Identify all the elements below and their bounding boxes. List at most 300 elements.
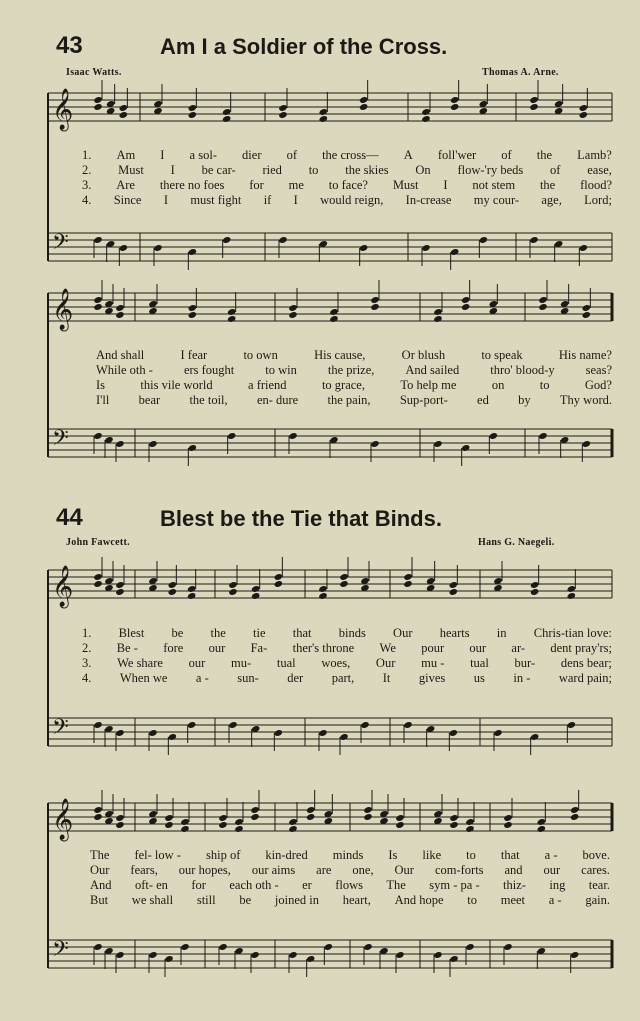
- lyric-word: flow-'ry beds: [457, 163, 524, 177]
- lyric-word: a -: [195, 671, 209, 685]
- note-head: [119, 104, 128, 112]
- note-head: [567, 721, 576, 729]
- note-head: [489, 432, 498, 440]
- lyric-word: And sailed: [405, 363, 460, 377]
- note-head: [529, 236, 538, 244]
- treble-clef: 𝄞: [52, 89, 74, 130]
- lyric-word: ship of: [205, 848, 241, 862]
- note-head: [449, 588, 458, 596]
- note-head: [168, 588, 177, 596]
- note-head: [250, 813, 259, 821]
- lyric-word: are: [316, 863, 332, 877]
- note-head: [222, 115, 231, 123]
- lyric-word: While oth -: [96, 363, 153, 377]
- note-head: [529, 103, 538, 111]
- lyric-word: tual: [276, 656, 296, 670]
- lyric-word: my cour-: [473, 193, 520, 207]
- bass-clef: 𝄢: [52, 715, 69, 745]
- note-head: [363, 943, 372, 951]
- note-head: [164, 955, 173, 963]
- note-head: [570, 813, 579, 821]
- note-head: [187, 585, 196, 593]
- note-head: [115, 821, 124, 829]
- note-head: [503, 814, 512, 822]
- lyric-word: A: [403, 148, 413, 162]
- lyric-word: Since: [113, 193, 142, 207]
- lyric-word: mu -: [421, 656, 445, 670]
- lyric-word: if: [263, 193, 272, 207]
- note-head: [153, 244, 162, 252]
- note-head: [188, 311, 197, 319]
- note-head: [363, 806, 372, 814]
- note-head: [274, 580, 283, 588]
- lyric-word: 1.: [82, 148, 92, 162]
- note-head: [180, 943, 189, 951]
- note-head: [188, 248, 197, 256]
- note-head: [93, 721, 102, 729]
- note-head: [306, 955, 315, 963]
- lyric-word: tual: [470, 656, 489, 670]
- lyric-word: com-forts: [434, 863, 484, 877]
- lyric-word: Thy word.: [559, 393, 612, 407]
- lyric-word: ward pain;: [558, 671, 612, 685]
- lyric-word: to speak: [481, 348, 523, 362]
- lyric-word: one,: [352, 863, 374, 877]
- note-head: [403, 580, 412, 588]
- lyric-line: [82, 148, 612, 163]
- note-head: [359, 244, 368, 252]
- lyric-word: Lord;: [584, 193, 612, 207]
- bass-clef: 𝄢: [52, 937, 69, 967]
- lyric-word: flood?: [580, 178, 612, 192]
- note-head: [93, 303, 102, 311]
- lyric-word: our: [208, 641, 226, 655]
- lyric-word: We share: [117, 656, 163, 670]
- lyric-line: [96, 393, 612, 408]
- note-head: [115, 814, 124, 822]
- note-head: [93, 103, 102, 111]
- lyric-word: bear: [138, 393, 161, 407]
- hymn-number: 44: [56, 504, 83, 531]
- note-head: [465, 818, 474, 826]
- lyric-word: sun-: [237, 671, 259, 685]
- lyric-word: Our: [393, 626, 413, 640]
- lyric-word: bove.: [582, 848, 610, 862]
- note-head: [187, 721, 196, 729]
- lyric-word: ried: [262, 163, 282, 177]
- lyric-word: to: [539, 378, 550, 392]
- lyric-word: ing: [549, 878, 566, 892]
- note-head: [93, 296, 102, 304]
- lyric-word: our aims: [251, 863, 296, 877]
- treble-clef: 𝄞: [52, 799, 74, 840]
- lyric-word: fears,: [130, 863, 158, 877]
- note-head: [168, 581, 177, 589]
- note-head: [180, 825, 189, 833]
- lyrics-block: [82, 148, 612, 208]
- lyric-word: age,: [541, 193, 562, 207]
- lyric-word: Blest: [118, 626, 145, 640]
- lyric-word: part,: [331, 671, 355, 685]
- note-head: [493, 729, 502, 737]
- lyric-word: the: [210, 626, 226, 640]
- note-head: [567, 585, 576, 593]
- note-head: [450, 248, 459, 256]
- note-head: [93, 813, 102, 821]
- lyric-word: 4.: [82, 193, 92, 207]
- note-head: [288, 311, 297, 319]
- note-head: [450, 103, 459, 111]
- note-head: [115, 729, 124, 737]
- lyric-word: Must: [392, 178, 419, 192]
- lyric-word: Our: [90, 863, 110, 877]
- note-head: [579, 111, 588, 119]
- hymn-title: Blest be the Tie that Binds.: [160, 506, 442, 531]
- note-head: [421, 244, 430, 252]
- lyric-word: The: [386, 878, 406, 892]
- lyric-word: Is: [388, 848, 398, 862]
- lyric-word: dens bear;: [560, 656, 612, 670]
- lyric-word: bur-: [514, 656, 536, 670]
- note-head: [421, 115, 430, 123]
- lyric-word: to own: [243, 348, 278, 362]
- lyric-word: In-crease: [405, 193, 452, 207]
- lyric-word: meet: [500, 893, 526, 907]
- note-head: [329, 315, 338, 323]
- lyric-line: [82, 163, 612, 178]
- bass-clef: 𝄢: [52, 230, 69, 260]
- note-head: [529, 96, 538, 104]
- lyric-word: seas?: [585, 363, 612, 377]
- lyric-word: the toil,: [189, 393, 228, 407]
- lyric-word: to: [466, 848, 476, 862]
- lyric-line: [82, 178, 612, 193]
- note-head: [288, 818, 297, 826]
- lyric-word: I: [443, 178, 448, 192]
- note-head: [250, 806, 259, 814]
- note-head: [579, 244, 588, 252]
- note-head: [339, 580, 348, 588]
- note-head: [251, 585, 260, 593]
- note-head: [115, 304, 124, 312]
- lyric-word: 2.: [82, 163, 92, 177]
- lyric-word: woes,: [321, 656, 351, 670]
- lyric-word: thiz-: [503, 878, 526, 892]
- note-head: [582, 311, 591, 319]
- lyric-word: the cross—: [322, 148, 379, 162]
- lyric-word: Lamb?: [577, 148, 612, 162]
- lyric-word: His cause,: [314, 348, 366, 362]
- note-head: [188, 104, 197, 112]
- lyric-word: 3.: [82, 178, 92, 192]
- note-head: [274, 573, 283, 581]
- lyric-word: of: [286, 148, 297, 162]
- note-head: [148, 440, 157, 448]
- note-head: [115, 311, 124, 319]
- lyric-word: for: [191, 878, 206, 892]
- note-head: [570, 951, 579, 959]
- lyric-word: fel- low -: [134, 848, 181, 862]
- note-head: [251, 592, 260, 600]
- lyric-word: I: [163, 193, 168, 207]
- note-head: [363, 813, 372, 821]
- lyric-word: I: [160, 148, 165, 162]
- lyrics-block: [82, 626, 612, 686]
- lyric-word: Our: [394, 863, 414, 877]
- note-head: [274, 729, 283, 737]
- lyric-word: And: [90, 878, 112, 892]
- note-head: [449, 729, 458, 737]
- lyric-word: to: [467, 893, 477, 907]
- lyric-word: 3.: [82, 656, 92, 670]
- note-head: [582, 304, 591, 312]
- lyric-word: heart,: [342, 893, 371, 907]
- note-head: [582, 440, 591, 448]
- lyric-word: I: [170, 163, 175, 177]
- note-head: [503, 821, 512, 829]
- lyric-word: to grace,: [321, 378, 365, 392]
- note-head: [288, 304, 297, 312]
- lyric-word: our hopes,: [178, 863, 231, 877]
- lyric-line: [82, 641, 612, 656]
- note-head: [115, 588, 124, 596]
- lyric-word: When we: [119, 671, 168, 685]
- note-head: [278, 111, 287, 119]
- note-head: [433, 315, 442, 323]
- note-head: [228, 721, 237, 729]
- note-head: [227, 315, 236, 323]
- lyric-word: But: [90, 893, 109, 907]
- note-head: [461, 296, 470, 304]
- hymn-number: 43: [56, 32, 83, 59]
- note-head: [450, 96, 459, 104]
- lyric-word: And shall: [96, 348, 145, 362]
- lyric-word: gives: [418, 671, 446, 685]
- lyric-word: a -: [548, 893, 562, 907]
- lyric-word: by: [518, 393, 531, 407]
- note-head: [188, 444, 197, 452]
- lyric-word: ther's throne: [292, 641, 355, 655]
- lyric-word: our: [469, 641, 487, 655]
- note-head: [538, 432, 547, 440]
- note-head: [119, 111, 128, 119]
- lyric-word: I fear: [180, 348, 208, 362]
- lyric-word: that: [500, 848, 520, 862]
- lyric-word: We: [379, 641, 396, 655]
- note-head: [93, 806, 102, 814]
- lyric-word: the skies: [345, 163, 389, 177]
- note-head: [218, 814, 227, 822]
- note-head: [222, 236, 231, 244]
- composer-credit: Hans G. Naegeli.: [478, 537, 555, 548]
- lyric-word: like: [422, 848, 442, 862]
- note-head: [306, 806, 315, 814]
- lyric-word: The: [90, 848, 110, 862]
- lyric-word: on: [491, 378, 505, 392]
- lyric-word: me: [288, 178, 304, 192]
- lyric-word: be: [239, 893, 252, 907]
- lyric-word: hearts: [439, 626, 470, 640]
- lyric-word: 2.: [82, 641, 92, 655]
- lyric-word: us: [473, 671, 485, 685]
- lyric-word: the pain,: [327, 393, 371, 407]
- note-head: [222, 108, 231, 116]
- lyric-word: be car-: [201, 163, 236, 177]
- note-head: [395, 821, 404, 829]
- lyric-word: there no foes: [159, 178, 225, 192]
- note-head: [234, 818, 243, 826]
- note-head: [537, 818, 546, 826]
- lyric-word: would reign,: [320, 193, 384, 207]
- lyric-line: [90, 893, 610, 908]
- note-head: [115, 951, 124, 959]
- lyric-word: tie: [253, 626, 266, 640]
- note-head: [421, 108, 430, 116]
- note-head: [218, 943, 227, 951]
- note-head: [395, 951, 404, 959]
- lyric-word: the: [536, 148, 553, 162]
- lyric-word: we shall: [131, 893, 174, 907]
- lyric-word: Sup-port-: [399, 393, 448, 407]
- lyric-word: And hope: [394, 893, 444, 907]
- composer-credit: Thomas A. Arne.: [482, 67, 559, 78]
- lyrics-block: [90, 848, 610, 908]
- lyric-word: each oth -: [229, 878, 279, 892]
- lyric-word: in -: [513, 671, 531, 685]
- note-head: [227, 432, 236, 440]
- lyric-word: Chris-tian love:: [533, 626, 612, 640]
- note-head: [433, 951, 442, 959]
- note-head: [228, 588, 237, 596]
- lyric-word: joined in: [274, 893, 319, 907]
- lyric-line: [82, 671, 612, 686]
- lyric-word: sym - pa -: [429, 878, 480, 892]
- lyric-word: our: [543, 863, 561, 877]
- lyric-line: [90, 878, 610, 893]
- lyric-line: [90, 863, 610, 878]
- lyric-word: a friend: [248, 378, 287, 392]
- lyric-word: His name?: [558, 348, 612, 362]
- lyric-word: fore: [163, 641, 184, 655]
- note-head: [234, 825, 243, 833]
- note-head: [403, 573, 412, 581]
- note-head: [461, 303, 470, 311]
- lyric-word: er: [302, 878, 312, 892]
- lyric-word: a -: [544, 848, 558, 862]
- lyric-word: 1.: [82, 626, 92, 640]
- lyric-word: ar-: [511, 641, 526, 655]
- lyric-word: to win: [265, 363, 297, 377]
- note-head: [288, 825, 297, 833]
- note-head: [227, 308, 236, 316]
- lyric-word: the prize,: [327, 363, 375, 377]
- note-head: [288, 951, 297, 959]
- note-head: [115, 440, 124, 448]
- lyric-word: kin-dred: [265, 848, 308, 862]
- lyric-word: not stem: [472, 178, 516, 192]
- note-head: [538, 303, 547, 311]
- note-head: [119, 244, 128, 252]
- lyric-word: minds: [332, 848, 364, 862]
- note-head: [370, 296, 379, 304]
- lyric-word: Fa-: [250, 641, 268, 655]
- lyric-word: and: [504, 863, 523, 877]
- note-head: [403, 721, 412, 729]
- lyric-word: pour: [421, 641, 445, 655]
- lyric-line: [96, 363, 612, 378]
- lyric-word: Are: [116, 178, 135, 192]
- lyric-line: [96, 378, 612, 393]
- lyric-word: ers fought: [183, 363, 235, 377]
- note-head: [288, 432, 297, 440]
- lyric-word: It: [382, 671, 391, 685]
- note-head: [318, 729, 327, 737]
- note-head: [148, 951, 157, 959]
- lyric-word: Be -: [116, 641, 138, 655]
- note-head: [168, 733, 177, 741]
- note-head: [433, 308, 442, 316]
- lyric-word: To help me: [400, 378, 457, 392]
- treble-clef: 𝄞: [52, 566, 74, 607]
- note-head: [93, 580, 102, 588]
- lyric-word: dent pray'rs;: [550, 641, 612, 655]
- treble-clef: 𝄞: [52, 289, 74, 330]
- note-head: [503, 943, 512, 951]
- lyric-line: [82, 656, 612, 671]
- note-head: [359, 103, 368, 111]
- lyric-word: I: [293, 193, 298, 207]
- note-head: [461, 444, 470, 452]
- note-head: [250, 951, 259, 959]
- note-head: [579, 104, 588, 112]
- lyric-word: der: [287, 671, 304, 685]
- lyric-word: a sol-: [189, 148, 217, 162]
- lyric-word: On: [415, 163, 431, 177]
- note-head: [148, 729, 157, 737]
- note-head: [93, 573, 102, 581]
- note-head: [465, 825, 474, 833]
- note-head: [530, 588, 539, 596]
- author-credit: Isaac Watts.: [66, 67, 122, 78]
- lyric-word: for: [249, 178, 264, 192]
- lyric-word: of: [501, 148, 512, 162]
- note-head: [188, 111, 197, 119]
- bass-clef: 𝄢: [52, 426, 69, 456]
- note-head: [318, 592, 327, 600]
- lyric-word: of: [550, 163, 561, 177]
- lyric-word: the: [539, 178, 556, 192]
- note-head: [93, 943, 102, 951]
- lyric-word: this vile world: [140, 378, 213, 392]
- lyric-word: ed: [477, 393, 489, 407]
- lyric-word: be: [171, 626, 184, 640]
- lyric-word: God?: [584, 378, 612, 392]
- note-head: [164, 821, 173, 829]
- note-head: [567, 592, 576, 600]
- lyric-line: [96, 348, 612, 363]
- note-head: [449, 821, 458, 829]
- lyrics-block: [96, 348, 612, 408]
- lyric-word: I'll: [96, 393, 110, 407]
- lyric-word: Or blush: [401, 348, 446, 362]
- note-head: [395, 814, 404, 822]
- lyric-word: en- dure: [256, 393, 299, 407]
- lyric-word: flows: [335, 878, 363, 892]
- note-head: [538, 296, 547, 304]
- note-head: [530, 581, 539, 589]
- lyric-word: ease,: [587, 163, 612, 177]
- note-head: [370, 440, 379, 448]
